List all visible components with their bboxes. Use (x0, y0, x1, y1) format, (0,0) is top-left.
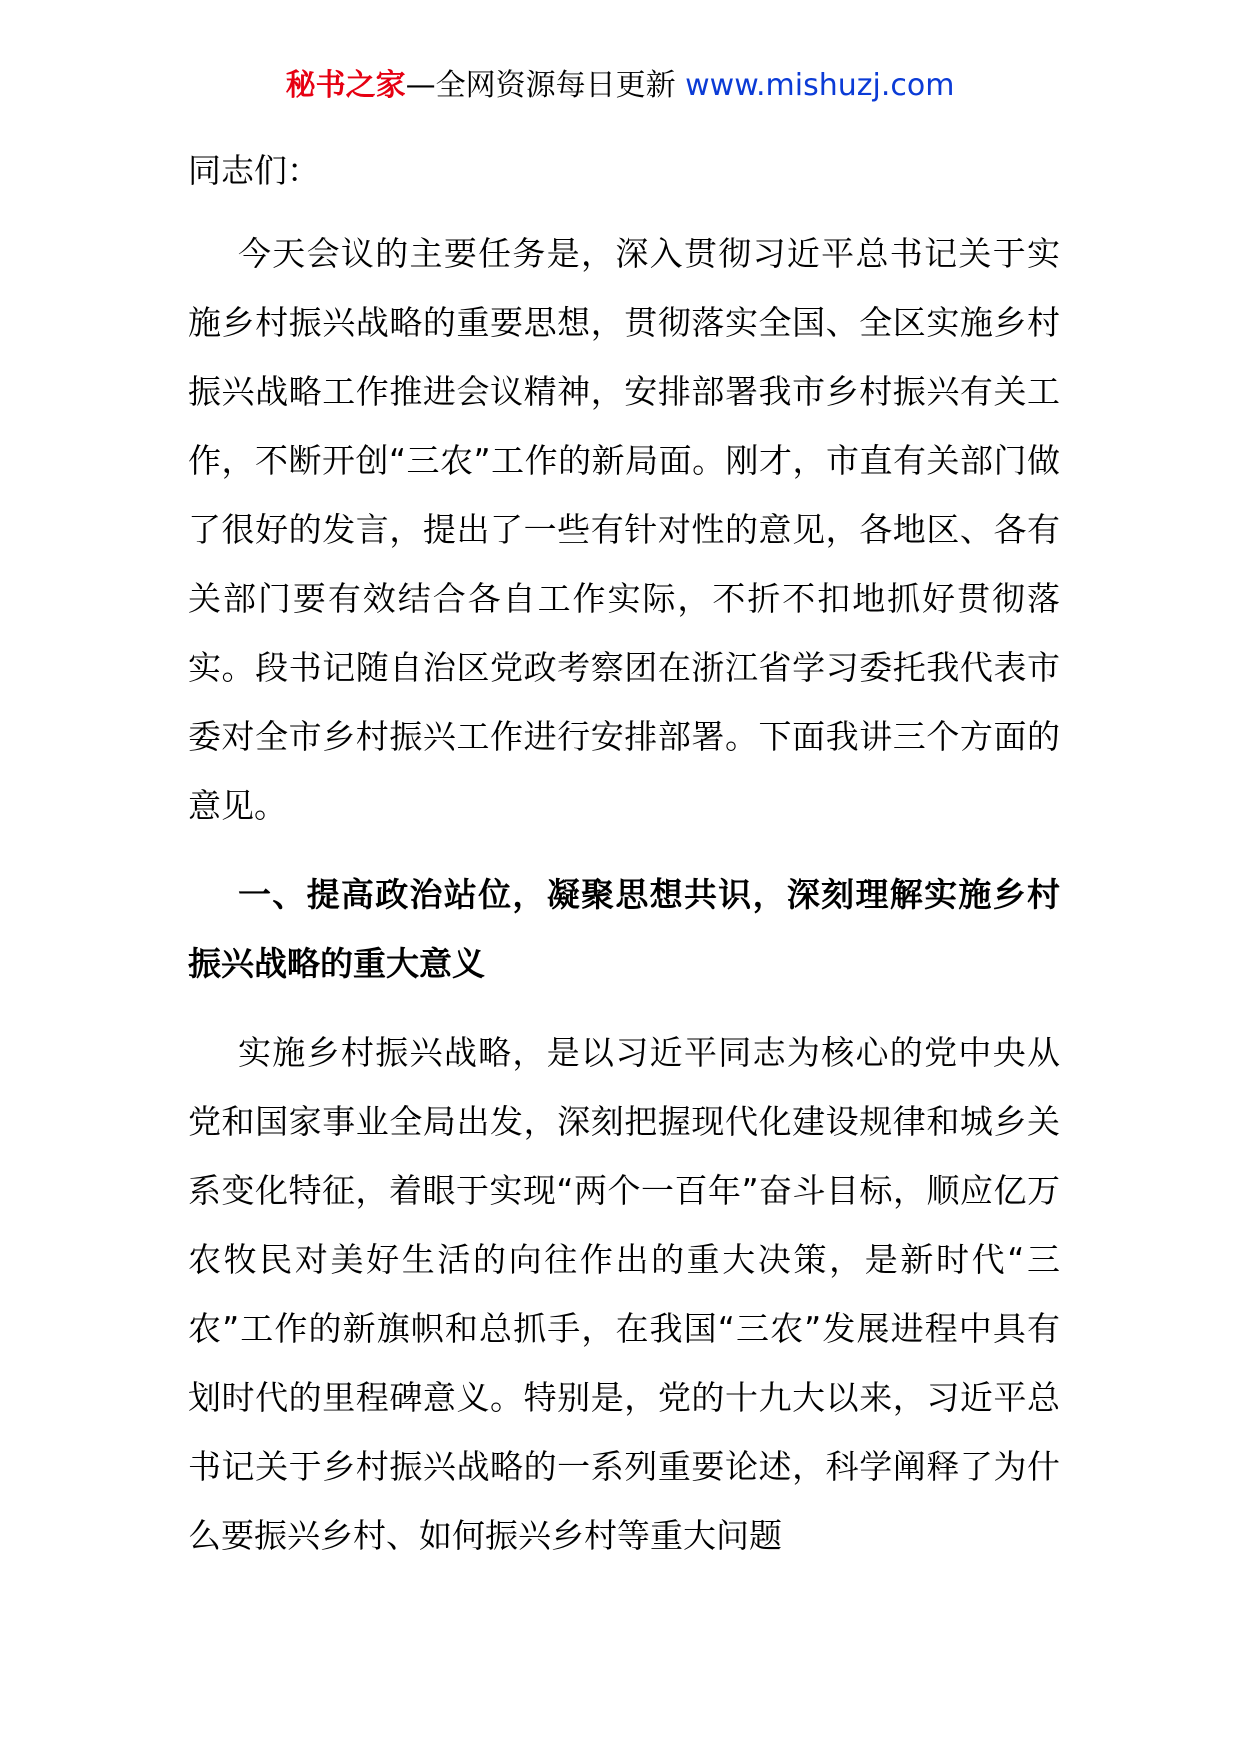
body-paragraph-1: 今天会议的主要任务是，深入贯彻习近平总书记关于实施乡村振兴战略的重要思想，贯彻落实全国、全区实施乡村振兴战略工作推进会议精神，安排部署我市乡村振兴有关工作，不断开创“三农”工作的新局面。刚才，市直有关部门做了很好的发言，提出了一些有针对性的意见，各地区、各有关部门要有效结合各自工作实际，不折不扣地抓好贯彻落实。段书记随自治区党政考察团在浙江省学习委托我代表市委对全市乡村振兴工作进行安排部署。下面我讲三个方面的意见。 (188, 234, 1060, 825)
document-body (188, 136, 1060, 1570)
header-tagline: —全网资源每日更新 (405, 68, 686, 103)
body-paragraph-2: 实施乡村振兴战略，是以习近平同志为核心的党中央从党和国家事业全局出发，深刻把握现代化建设规律和城乡关系变化特征，着眼于实现“两个一百年”奋斗目标，顺应亿万农牧民对美好生活的向往作出的重大决策，是新时代“三农”工作的新旗帜和总抓手，在我国“三农”发展进程中具有划时代的里程碑意义。特别是，党的十九大以来，习近平总书记关于乡村振兴战略的一系列重要论述，科学阐释了为什么要振兴乡村、如何振兴乡村等重大问题 (188, 1033, 1060, 1555)
brand-name: 秘书之家 (285, 68, 406, 103)
greeting: 同志们： (188, 151, 320, 190)
page-header (0, 66, 1240, 106)
section-heading-1: 一、提高政治站位，凝聚思想共识，深刻理解实施乡村振兴战略的重大意义 (188, 875, 1060, 983)
website-link[interactable]: www.mishuzj.com (685, 68, 955, 103)
